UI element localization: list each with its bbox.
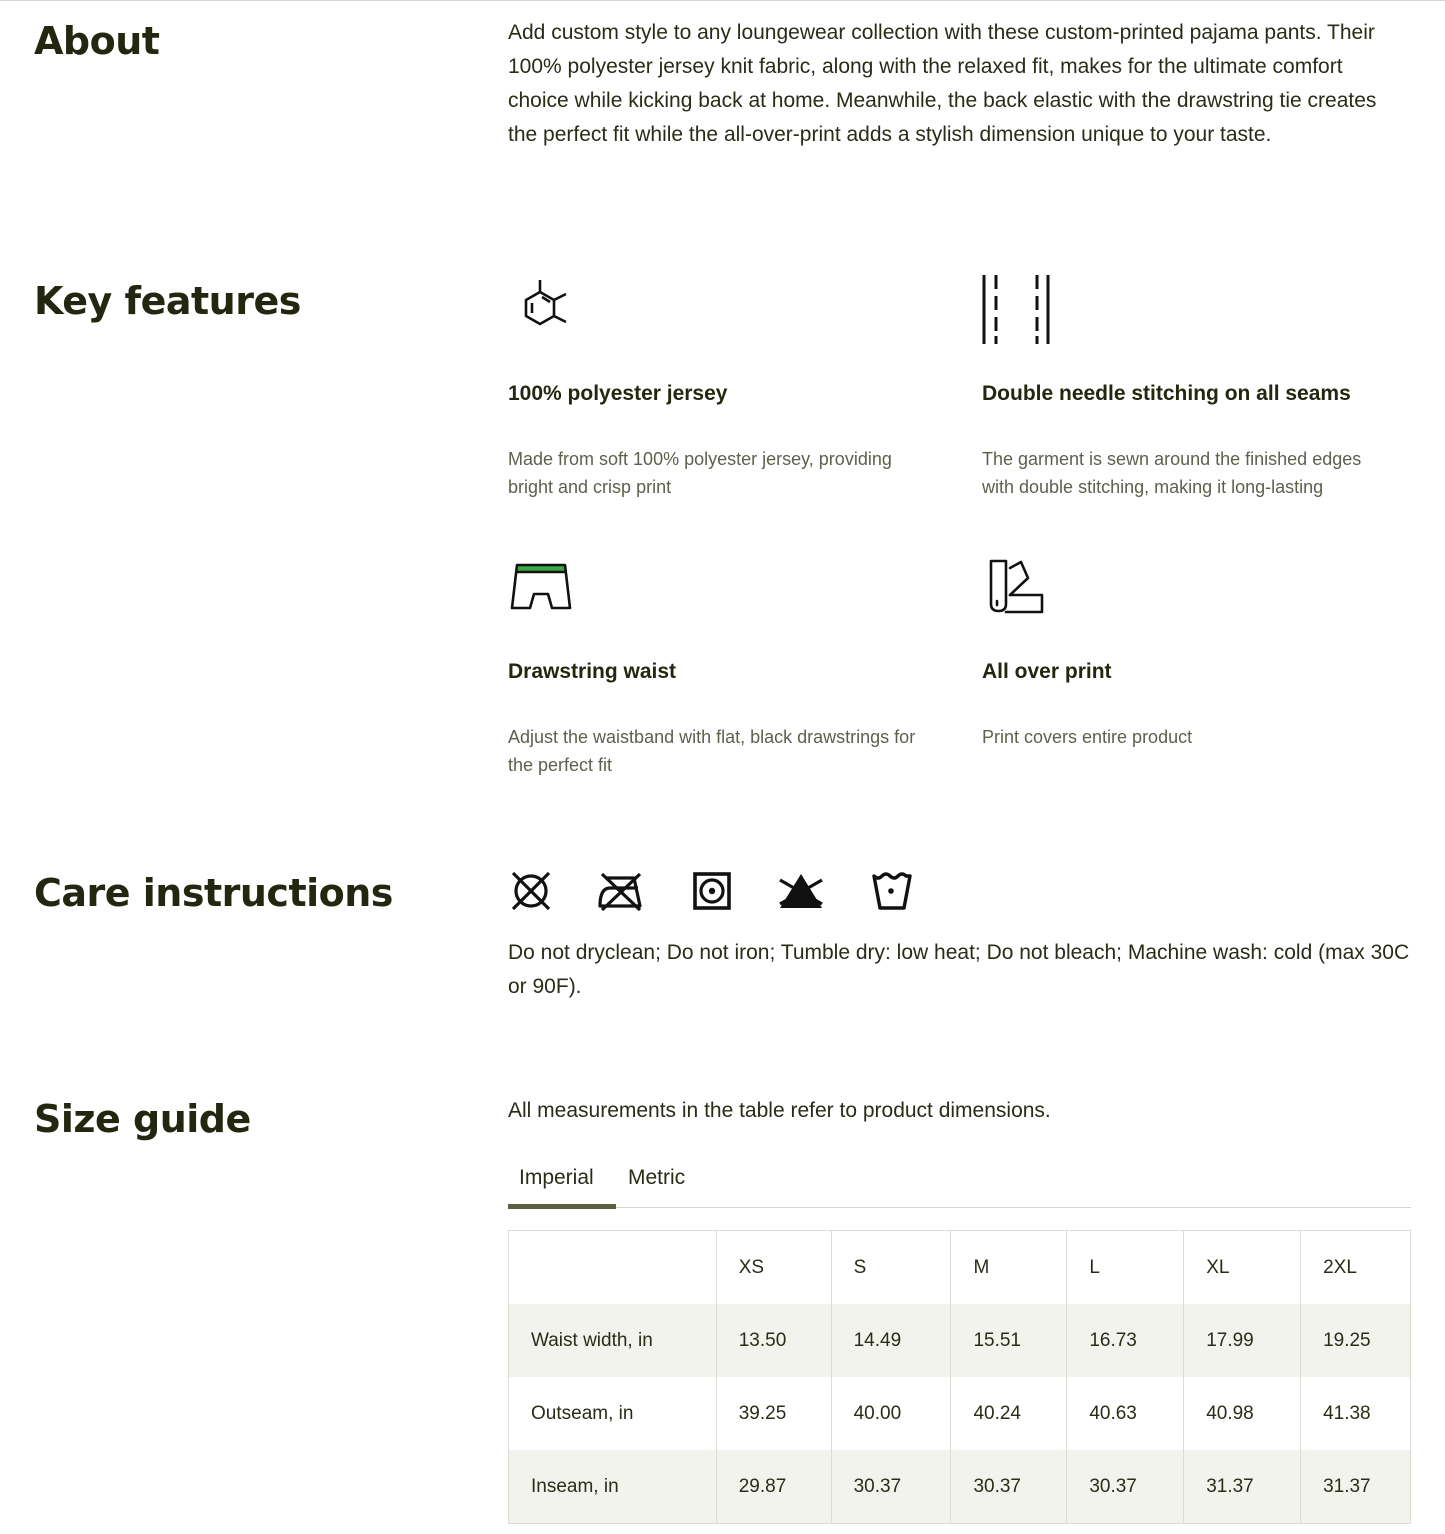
all-over-print-icon bbox=[982, 548, 1052, 618]
table-cell: 13.50 bbox=[716, 1304, 831, 1377]
feature-title: Drawstring waist bbox=[508, 660, 677, 683]
about-heading: About bbox=[34, 19, 160, 63]
feature-all-over-print bbox=[982, 548, 1402, 747]
table-header-cell: L bbox=[1067, 1231, 1184, 1305]
table-cell: 31.37 bbox=[1301, 1450, 1411, 1524]
feature-double-needle-stitching bbox=[982, 270, 1402, 497]
tab-imperial[interactable]: Imperial bbox=[508, 1160, 616, 1209]
table-cell: 17.99 bbox=[1184, 1304, 1301, 1377]
row-label: Waist width, in bbox=[509, 1304, 717, 1377]
machine-wash-cold-icon bbox=[870, 868, 914, 914]
table-cell: 19.25 bbox=[1301, 1304, 1411, 1377]
molecule-icon bbox=[508, 270, 578, 340]
table-header-cell: XL bbox=[1184, 1231, 1301, 1305]
size-guide-intro: All measurements in the table refer to product dimensions. bbox=[508, 1099, 1051, 1122]
double-stitch-icon bbox=[982, 270, 1062, 350]
table-cell: 30.37 bbox=[1067, 1450, 1184, 1524]
feature-drawstring-waist bbox=[508, 548, 928, 775]
table-cell: 40.63 bbox=[1067, 1377, 1184, 1450]
no-bleach-icon bbox=[776, 868, 826, 914]
table-header-cell bbox=[509, 1231, 717, 1305]
table-row bbox=[509, 1450, 1411, 1524]
table-header-cell: S bbox=[831, 1231, 951, 1305]
table-cell: 39.25 bbox=[716, 1377, 831, 1450]
feature-polyester-jersey bbox=[508, 270, 928, 497]
table-cell: 31.37 bbox=[1184, 1450, 1301, 1524]
table-cell: 30.37 bbox=[831, 1450, 951, 1524]
table-cell: 29.87 bbox=[716, 1450, 831, 1524]
table-header-cell: XS bbox=[716, 1231, 831, 1305]
waistband-icon bbox=[508, 548, 578, 618]
table-cell: 14.49 bbox=[831, 1304, 951, 1377]
table-header-cell: 2XL bbox=[1301, 1231, 1411, 1305]
table-cell: 16.73 bbox=[1067, 1304, 1184, 1377]
tumble-dry-low-icon bbox=[692, 868, 732, 914]
key-features-heading: Key features bbox=[34, 279, 301, 323]
row-label: Inseam, in bbox=[509, 1450, 717, 1524]
table-cell: 15.51 bbox=[951, 1304, 1067, 1377]
table-row bbox=[509, 1304, 1411, 1377]
feature-description: Print covers entire product bbox=[982, 727, 1193, 747]
table-row bbox=[509, 1377, 1411, 1450]
feature-description: Adjust the waistband with flat, black drawstrings for the perfect fit bbox=[508, 727, 916, 775]
feature-title: All over print bbox=[982, 660, 1112, 683]
about-description: Add custom style to any loungewear collection with these custom-printed pajama pants. Their 100% polyester jersey knit fabric, along with the relaxed fit, makes for the ultimate comfort choice while kicking back at home. Meanwhile, the back elastic with the drawstring tie creates the perfect fit while the all-over-print adds a stylish dimension unique to your taste. bbox=[508, 21, 1377, 146]
feature-description: The garment is sewn around the finished edges with double stitching, making it long-lasting bbox=[982, 449, 1362, 497]
table-cell: 30.37 bbox=[951, 1450, 1067, 1524]
table-cell: 40.24 bbox=[951, 1377, 1067, 1450]
no-iron-icon bbox=[596, 868, 646, 914]
no-dryclean-icon bbox=[508, 868, 554, 914]
row-label: Outseam, in bbox=[509, 1377, 717, 1450]
unit-tabs bbox=[508, 1160, 1411, 1208]
care-instructions-heading: Care instructions bbox=[34, 871, 393, 915]
tab-metric[interactable]: Metric bbox=[628, 1166, 686, 1189]
top-divider bbox=[0, 0, 1445, 1]
table-cell: 41.38 bbox=[1301, 1377, 1411, 1450]
feature-title: 100% polyester jersey bbox=[508, 382, 728, 405]
size-table bbox=[508, 1230, 1411, 1524]
table-cell: 40.98 bbox=[1184, 1377, 1301, 1450]
feature-title: Double needle stitching on all seams bbox=[982, 382, 1351, 405]
size-guide-heading: Size guide bbox=[34, 1097, 251, 1141]
care-instructions-text: Do not dryclean; Do not iron; Tumble dry: low heat; Do not bleach; Machine wash: cold (max 30C or 90F). bbox=[508, 941, 1410, 998]
table-cell: 40.00 bbox=[831, 1377, 951, 1450]
feature-description: Made from soft 100% polyester jersey, providing bright and crisp print bbox=[508, 449, 892, 497]
table-header-row bbox=[509, 1231, 1411, 1305]
table-header-cell: M bbox=[951, 1231, 1067, 1305]
